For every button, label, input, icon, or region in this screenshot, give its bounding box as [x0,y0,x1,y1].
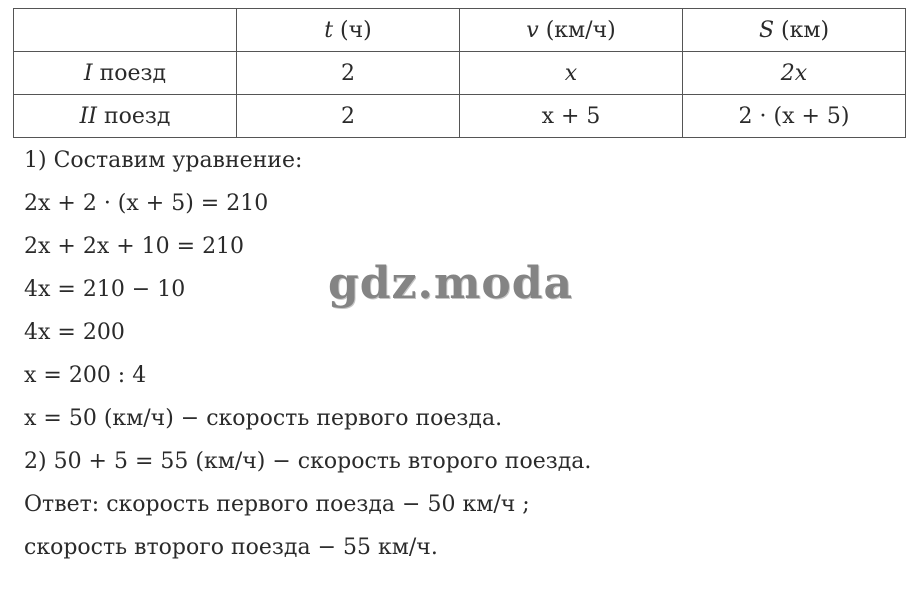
train-label: поезд [96,103,171,129]
header-cell-empty [14,9,237,52]
train-number: I [83,60,93,86]
header-cell-speed [460,9,683,52]
time-symbol: t [324,17,334,43]
cell-distance: 2x [683,52,906,95]
solution-line: x = 50 (км/ч) − скорость первого поезда. [24,406,503,431]
solution-line: 2x + 2 · (x + 5) = 210 [24,191,269,216]
row-label [14,95,237,138]
distance-symbol: S [758,17,775,43]
answer-line: скорость второго поезда − 55 км/ч. [24,535,438,560]
cell-distance: 2 · (x + 5) [683,95,906,138]
solution-line: 2) 50 + 5 = 55 (км/ч) − скорость второго поезда. [24,449,592,474]
speed-unit: (км/ч) [538,17,616,43]
speed-symbol: v [526,17,539,43]
distance-unit: (км) [774,17,830,43]
header-cell-time [237,9,460,52]
solution-line: x = 200 : 4 [24,363,147,388]
time-unit: (ч) [333,17,372,43]
table-header-row [14,9,906,52]
solution-line: 1) Составим уравнение: [24,148,303,173]
watermark-logo: gdz.moda [328,258,574,309]
solution-line: 4x = 210 − 10 [24,277,186,302]
table-row [14,52,906,95]
solution-text [24,139,591,569]
cell-speed: x [460,52,683,95]
header-cell-distance [683,9,906,52]
row-label [14,52,237,95]
train-label: поезд [92,60,167,86]
solution-line: 4x = 200 [24,320,125,345]
cell-time: 2 [237,52,460,95]
speed-table [13,8,906,138]
answer-line: Ответ: скорость первого поезда − 50 км/ч ; [24,492,530,517]
train-number: II [79,103,97,129]
cell-speed: x + 5 [460,95,683,138]
solution-line: 2x + 2x + 10 = 210 [24,234,245,259]
table-row [14,95,906,138]
cell-time: 2 [237,95,460,138]
